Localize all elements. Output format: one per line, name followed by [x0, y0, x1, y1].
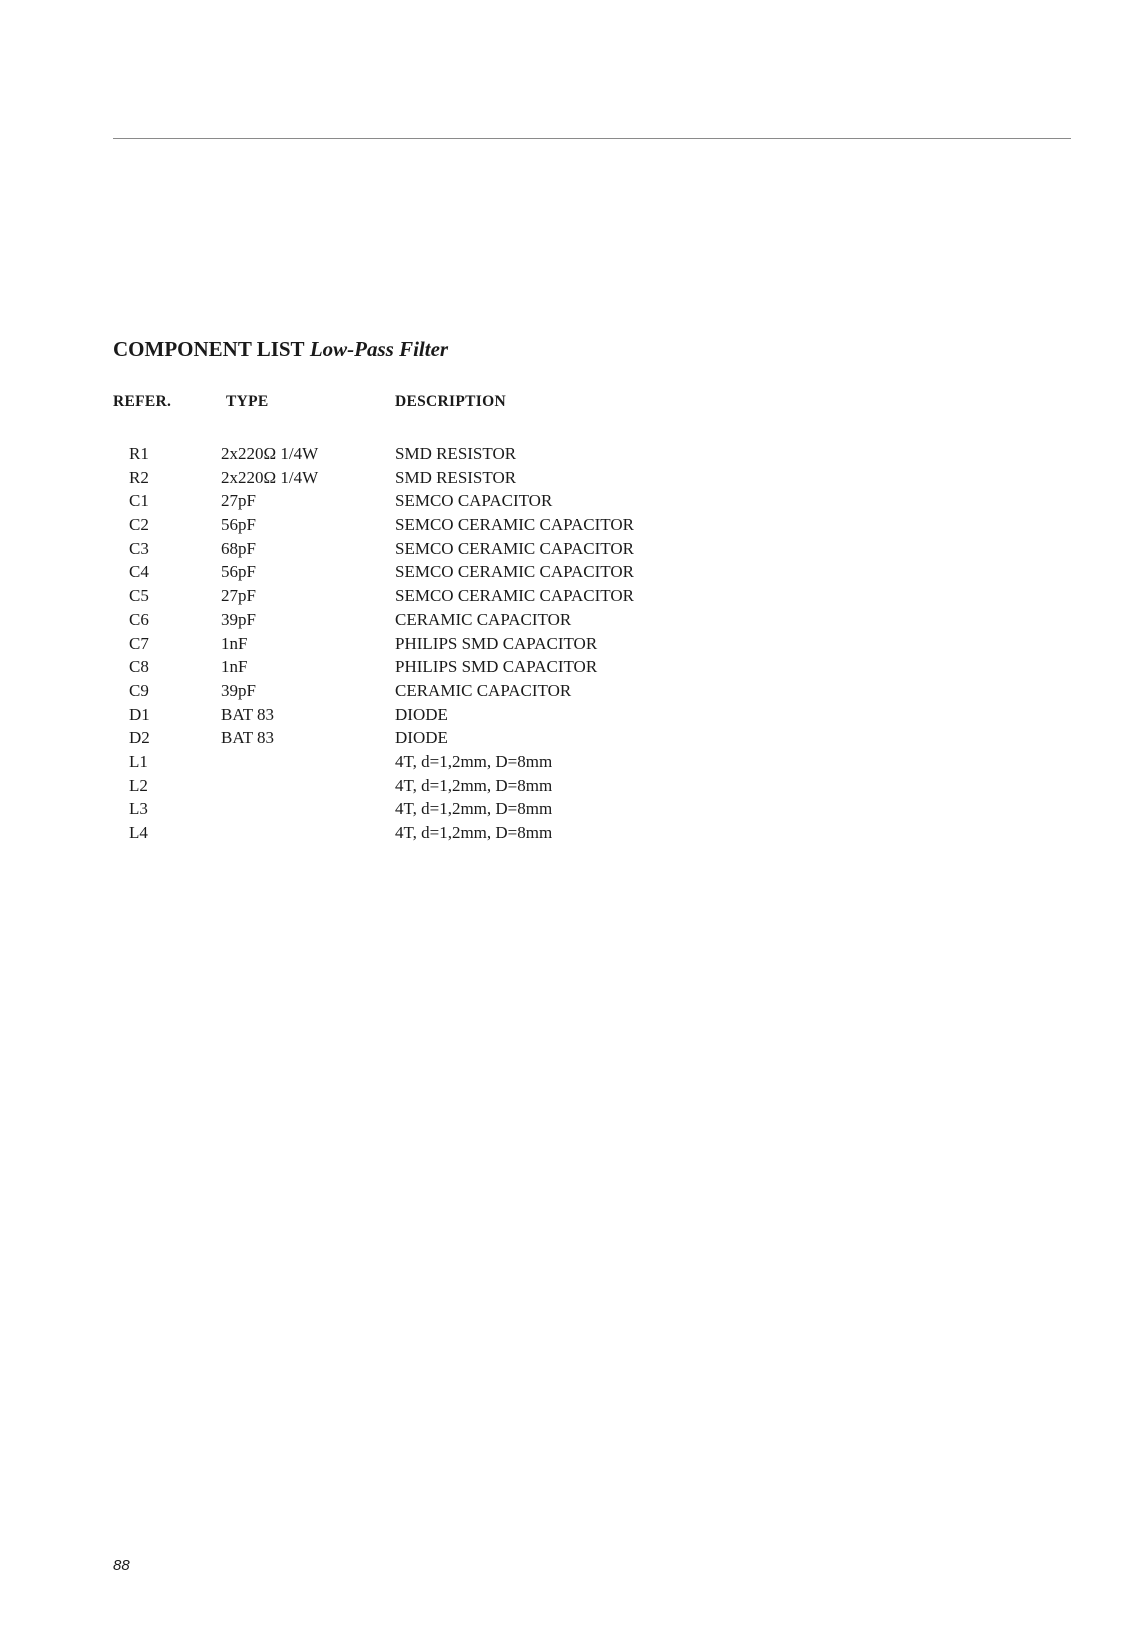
cell-description: 4T, d=1,2mm, D=8mm [395, 751, 553, 771]
cell-description: SEMCO CERAMIC CAPACITOR [395, 515, 635, 535]
cell-ref: C9 [129, 680, 149, 700]
title-subtitle: Low-Pass Filter [309, 337, 449, 361]
table-row [113, 608, 813, 632]
column-header-description: DESCRIPTION [395, 393, 506, 410]
cell-type: 56pF [221, 562, 256, 582]
cell-type: 1nF [221, 657, 248, 677]
cell-ref: C7 [129, 633, 149, 653]
cell-type: 1nF [221, 633, 248, 653]
cell-type: 56pF [221, 515, 256, 535]
table-row [113, 513, 813, 537]
cell-type: 2x220Ω 1/4W [221, 444, 319, 463]
cell-ref: D2 [129, 728, 150, 748]
cell-ref: C4 [129, 562, 149, 582]
cell-ref: L1 [129, 751, 148, 771]
cell-description: SMD RESISTOR [395, 467, 517, 487]
cell-description: DIODE [395, 728, 448, 748]
table-row [113, 726, 813, 750]
cell-ref: D1 [129, 704, 150, 724]
cell-ref: C1 [129, 491, 149, 511]
table-row [113, 537, 813, 561]
cell-ref: L2 [129, 775, 148, 795]
cell-ref: C8 [129, 657, 149, 677]
column-header-type: TYPE [226, 393, 269, 410]
page-title [113, 336, 448, 362]
cell-type: 39pF [221, 680, 256, 700]
cell-ref: L3 [129, 799, 148, 819]
table-row [113, 679, 813, 703]
cell-description: 4T, d=1,2mm, D=8mm [395, 775, 553, 795]
title-main: COMPONENT LIST [113, 337, 305, 361]
cell-ref: L4 [129, 823, 148, 842]
cell-ref: C3 [129, 538, 149, 558]
table-row [113, 750, 813, 774]
cell-description: DIODE [395, 704, 448, 724]
header-rule [113, 138, 1071, 139]
table-row [113, 655, 813, 679]
cell-type: 27pF [221, 586, 256, 606]
table-row [113, 632, 813, 656]
table-row [113, 489, 813, 513]
cell-type: 27pF [221, 491, 256, 511]
cell-description: 4T, d=1,2mm, D=8mm [395, 823, 553, 842]
cell-description: CERAMIC CAPACITOR [395, 609, 572, 629]
cell-type: BAT 83 [221, 728, 275, 748]
cell-type: BAT 83 [221, 704, 275, 724]
table-row [113, 821, 813, 845]
cell-type: 2x220Ω 1/4W [221, 467, 319, 487]
cell-description: SEMCO CERAMIC CAPACITOR [395, 586, 635, 606]
table-row [113, 466, 813, 490]
table-row [113, 442, 813, 466]
cell-description: PHILIPS SMD CAPACITOR [395, 633, 598, 653]
column-header-ref: REFER. [113, 393, 172, 410]
cell-ref: C6 [129, 609, 149, 629]
cell-description: SEMCO CERAMIC CAPACITOR [395, 562, 635, 582]
table-row [113, 560, 813, 584]
table-row [113, 774, 813, 798]
table-row [113, 703, 813, 727]
table-header [113, 393, 733, 413]
cell-description: 4T, d=1,2mm, D=8mm [395, 799, 553, 819]
table-row [113, 797, 813, 821]
table-row [113, 584, 813, 608]
page-number: 88 [113, 1557, 130, 1574]
cell-description: CERAMIC CAPACITOR [395, 680, 572, 700]
cell-description: SEMCO CERAMIC CAPACITOR [395, 538, 635, 558]
cell-description: PHILIPS SMD CAPACITOR [395, 657, 598, 677]
cell-description: SEMCO CAPACITOR [395, 491, 553, 511]
cell-description: SMD RESISTOR [395, 444, 517, 463]
cell-type: 68pF [221, 538, 256, 558]
cell-type: 39pF [221, 609, 256, 629]
cell-ref: R1 [129, 444, 149, 463]
cell-ref: R2 [129, 467, 149, 487]
component-table [113, 442, 813, 845]
cell-ref: C2 [129, 515, 149, 535]
cell-ref: C5 [129, 586, 149, 606]
